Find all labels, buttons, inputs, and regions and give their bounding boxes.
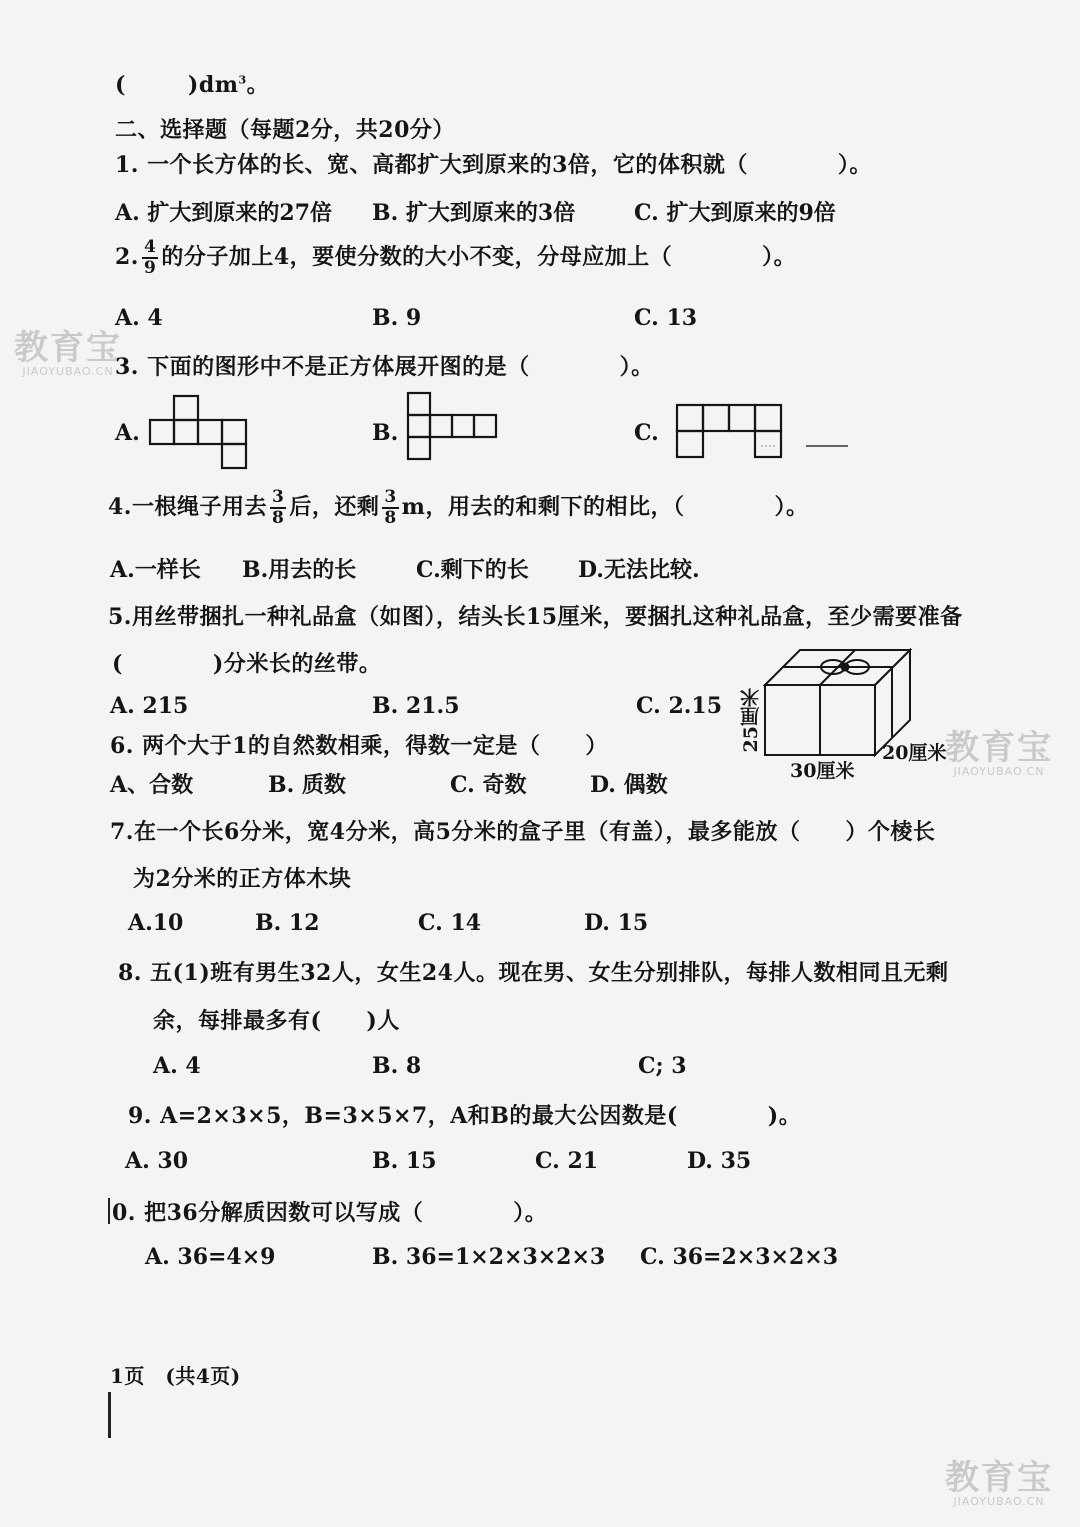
question-8-line2: 余，每排最多有( )人 [153,1008,400,1034]
box-height-label: 25厘米 [740,688,762,753]
q4-option-d: D.无法比较. [578,557,700,583]
question-2: 2. $\frac{4}{9}$ 的分子加上4，要使分数的大小不变，分母应加上（ ）。 [115,237,797,278]
q6-option-d: D. 偶数 [590,772,668,798]
q2-option-a: A. 4 [115,305,163,331]
q9-option-b: B. 15 [372,1148,437,1174]
q1-option-b: B. 扩大到原来的3倍 [372,200,576,226]
q6-option-a: A、合数 [110,772,194,798]
q2-option-c: C. 13 [634,305,698,331]
q7-option-a: A.10 [128,910,184,936]
question-6: 6. 两个大于1的自然数相乘，得数一定是（ ） [110,733,608,759]
q5-option-b: B. 21.5 [372,693,460,719]
question-5-line2: ( )分米长的丝带。 [112,651,382,677]
q7-option-d: D. 15 [584,910,649,936]
watermark-left: 教育宝 JIAOYUBAO.CN [14,328,122,378]
margin-mark-footer [108,1392,111,1438]
q1-option-c: C. 扩大到原来的9倍 [634,200,836,226]
question-3: 3. 下面的图形中不是正方体展开图的是（ ）。 [115,354,654,380]
q6-option-b: B. 质数 [268,772,346,798]
page-footer: 1页 (共4页) [110,1364,241,1388]
q7-option-b: B. 12 [255,910,320,936]
question-4: 4.一根绳子用去 $\frac{3}{8}$ 后，还剩 $\frac{3}{8}$ m，用去的和剩下的相比，（ ）。 [108,487,809,528]
q9-option-a: A. 30 [125,1148,189,1174]
question-9: 9. A=2×3×5，B=3×5×7，A和B的最大公因数是( )。 [128,1103,802,1129]
q8-option-b: B. 8 [372,1053,422,1079]
box-width-label: 20厘米 [882,742,947,764]
q2-option-b: B. 9 [372,305,422,331]
q9-option-d: D. 35 [687,1148,752,1174]
q10-option-b: B. 36=1×2×3×2×3 [372,1244,606,1270]
q1-option-a: A. 扩大到原来的27倍 [115,200,333,226]
section-title: 二、选择题（每题2分，共20分） [115,117,455,143]
q9-option-c: C. 21 [535,1148,599,1174]
q5-option-c: C. 2.15 [636,693,723,719]
q4-option-a: A.一样长 [110,557,201,583]
q3-option-c: C. [634,420,659,446]
q7-option-c: C. 14 [418,910,482,936]
q6-option-c: C. 奇数 [450,772,527,798]
q4-option-c: C.剩下的长 [416,557,529,583]
fraction-3-8-b: $\frac{3}{8}$ [384,487,397,528]
top-line: ( )$dm^3$。 [115,72,270,98]
cube-net-b-figure [407,392,499,467]
watermark-right: 教育宝 JIAOYUBAO.CN [945,728,1053,778]
question-5-line1: 5.用丝带捆扎一种礼品盒（如图），结头长15厘米，要捆扎这种礼品盒，至少需要准备 [108,604,963,630]
margin-mark-q10 [108,1198,110,1224]
fraction-3-8-a: $\frac{3}{8}$ [271,487,285,528]
q8-option-a: A. 4 [153,1053,201,1079]
q3-option-a: A. [115,420,140,446]
q4-option-b: B.用去的长 [242,557,357,583]
cube-net-a-figure [150,395,250,470]
q5-option-a: A. 215 [110,693,189,719]
q8-option-c: C; 3 [638,1053,687,1079]
q10-option-a: A. 36=4×9 [145,1244,276,1270]
q3-option-b: B. [372,420,399,446]
watermark-bottom: 教育宝 JIAOYUBAO.CN [945,1458,1053,1508]
question-8-line1: 8. 五(1)班有男生32人，女生24人。现在男、女生分别排队，每排人数相同且无剩 [118,960,949,986]
q10-option-c: C. 36=2×3×2×3 [640,1244,839,1270]
question-10: 0. 把36分解质因数可以写成（ ）。 [112,1200,548,1226]
question-1: 1. 一个长方体的长、宽、高都扩大到原来的3倍，它的体积就（ ）。 [115,152,872,178]
fraction-4-9: $\frac{4}{9}$ [143,237,157,278]
question-7-line1: 7.在一个长6分米，宽4分米，高5分米的盒子里（有盖），最多能放（ ）个棱长 [110,819,936,845]
box-length-label: 30厘米 [790,760,855,782]
question-7-line2: 为2分米的正方体木块 [133,866,352,892]
cube-net-c-figure [676,404,851,460]
